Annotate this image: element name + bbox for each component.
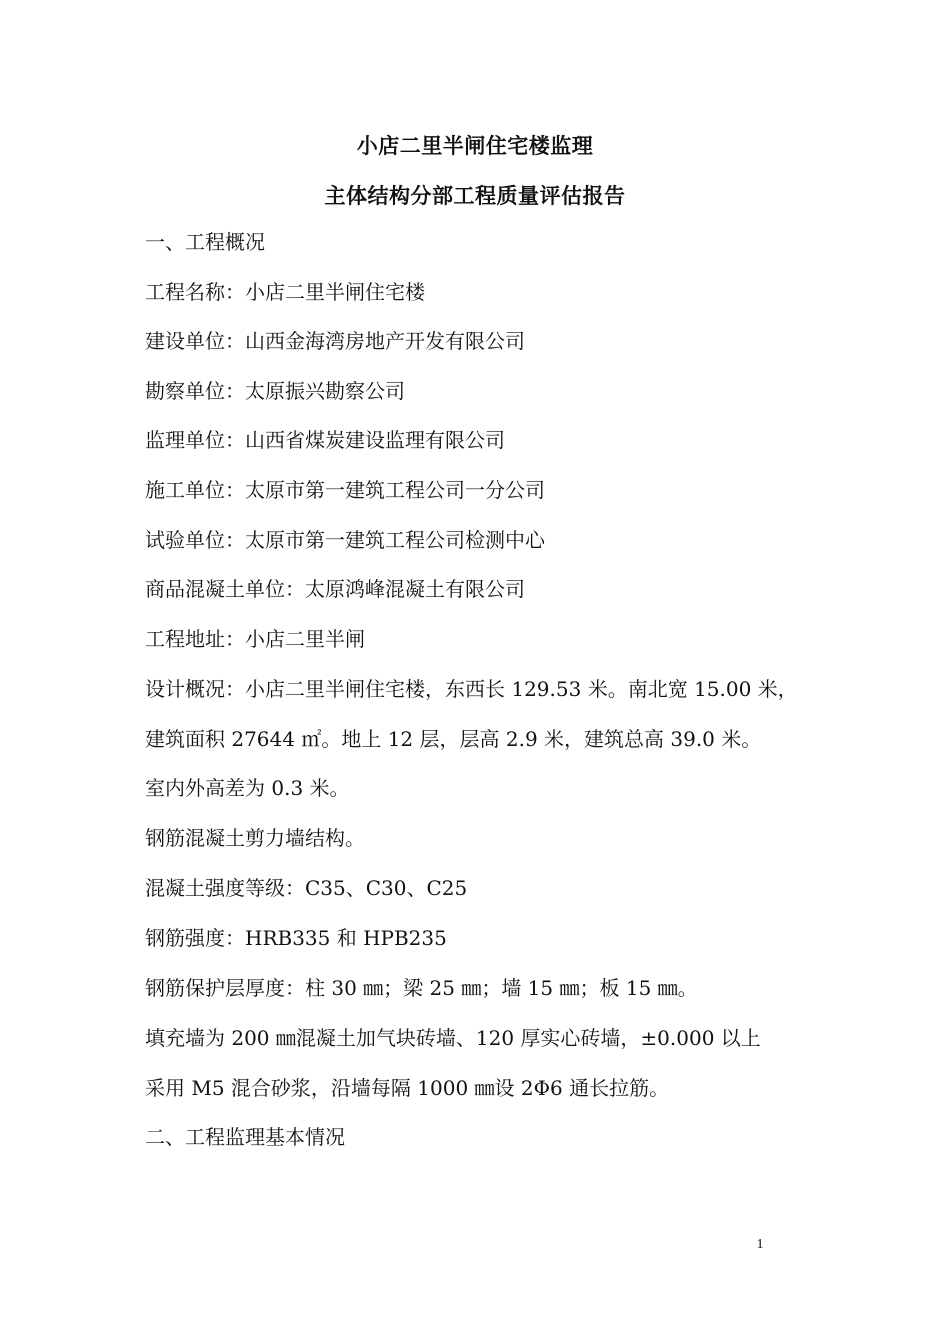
- concrete-grade-line: 混凝土强度等级：C35、C30、C25: [145, 876, 468, 900]
- infill-wall-line-2: 采用 M5 混合砂浆，沿墙每隔 1000 ㎜设 2Φ6 通长拉筋。: [145, 1076, 670, 1100]
- supervision-unit-line: 监理单位：山西省煤炭建设监理有限公司: [145, 428, 505, 452]
- section-heading-overview: 一、工程概况: [145, 230, 265, 254]
- design-overview-line-3: 室内外高差为 0.3 米。: [145, 776, 350, 800]
- survey-unit-line: 勘察单位：太原振兴勘察公司: [145, 379, 405, 403]
- design-overview-line-1: 设计概况：小店二里半闸住宅楼，东西长 129.53 米。南北宽 15.00 米，: [145, 677, 798, 701]
- section-heading-supervision: 二、工程监理基本情况: [145, 1125, 345, 1149]
- rebar-cover-line: 钢筋保护层厚度：柱 30 ㎜；梁 25 ㎜；墙 15 ㎜；板 15 ㎜。: [145, 976, 698, 1000]
- report-title-line-1: 小店二里半闸住宅楼监理: [356, 133, 594, 158]
- page-number: 1: [756, 1237, 764, 1252]
- project-name-line: 工程名称：小店二里半闸住宅楼: [145, 280, 425, 304]
- design-overview-line-2: 建筑面积 27644 ㎡。地上 12 层，层高 2.9 米，建筑总高 39.0 米。: [145, 727, 762, 751]
- concrete-supplier-line: 商品混凝土单位：太原鸿峰混凝土有限公司: [145, 577, 525, 601]
- testing-unit-line: 试验单位：太原市第一建筑工程公司检测中心: [145, 528, 545, 552]
- construction-unit-line: 建设单位：山西金海湾房地产开发有限公司: [145, 329, 525, 353]
- project-address-line: 工程地址：小店二里半闸: [145, 627, 365, 651]
- rebar-strength-line: 钢筋强度：HRB335 和 HPB235: [145, 926, 447, 950]
- structure-type-line: 钢筋混凝土剪力墙结构。: [145, 826, 365, 850]
- report-title-line-2: 主体结构分部工程质量评估报告: [324, 183, 626, 208]
- builder-unit-line: 施工单位：太原市第一建筑工程公司一分公司: [145, 478, 545, 502]
- infill-wall-line-1: 填充墙为 200 ㎜混凝土加气块砖墙、120 厚实心砖墙，±0.000 以上: [145, 1026, 761, 1050]
